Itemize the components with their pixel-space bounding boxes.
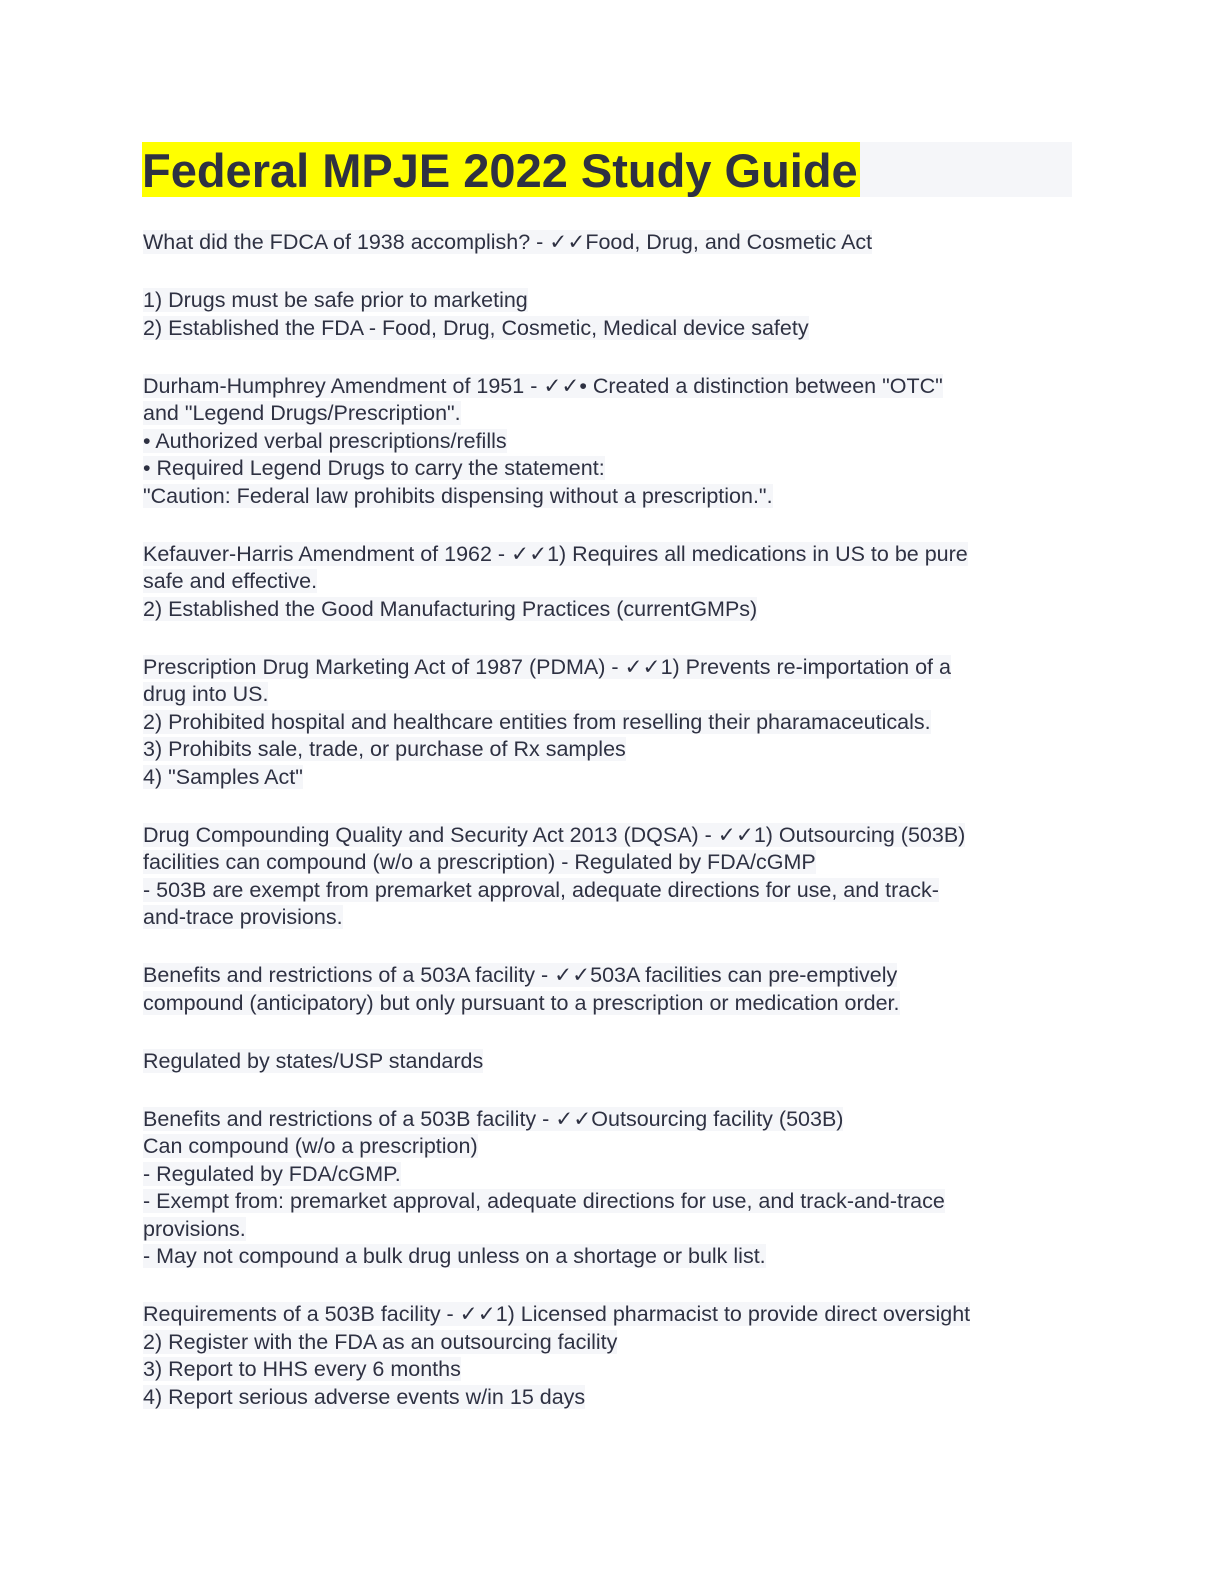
text-line [143,736,1073,764]
text-line-content: Benefits and restrictions of a 503B facility - ✓✓Outsourcing facility (503B) [143,1106,844,1131]
text-line-content: compound (anticipatory) but only pursuant to a prescription or medication order. [143,990,900,1015]
text-line [143,400,1073,428]
text-line-content: 4) Report serious adverse events w/in 15 days [143,1384,586,1409]
study-item [143,654,1073,792]
text-line [143,373,1073,401]
text-line-content: What did the FDCA of 1938 accomplish? - ✓✓Food, Drug, and Cosmetic Act [143,230,873,254]
text-line [143,1216,1073,1244]
text-line [143,1243,1073,1271]
text-line-content: drug into US. [143,682,269,706]
text-line-content: • Required Legend Drugs to carry the statement: [143,456,605,480]
text-line [143,1384,1073,1412]
text-line [143,483,1073,511]
text-line [143,287,1073,315]
text-line [143,764,1073,792]
text-line-content: - Regulated by FDA/cGMP. [143,1161,401,1186]
text-line [143,1301,1073,1329]
text-line-content: facilities can compound (w/o a prescription) - Regulated by FDA/cGMP [143,850,816,874]
text-line-content: Regulated by states/USP standards [143,1048,484,1073]
text-line [143,596,1073,624]
study-item [143,822,1073,932]
text-line [143,541,1073,569]
text-line [143,962,1073,990]
text-line [143,822,1073,850]
text-line [143,1356,1073,1384]
text-line [143,654,1073,682]
text-line [143,904,1073,932]
text-line-content: • Authorized verbal prescriptions/refills [143,428,507,453]
text-line [143,455,1073,483]
text-line [143,877,1073,905]
text-line-content: and "Legend Drugs/Prescription". [143,401,461,425]
text-line-content: 3) Prohibits sale, trade, or purchase of Rx samples [143,737,626,761]
text-line-content: 2) Prohibited hospital and healthcare entities from reselling their pharamaceuticals. [143,709,931,734]
document-body [143,229,1073,1442]
text-line-content: 3) Report to HHS every 6 months [143,1357,461,1381]
text-line-content: Drug Compounding Quality and Security Act 2013 (DQSA) - ✓✓1) Outsourcing (503B) [143,822,966,847]
text-line-content: safe and effective. [143,569,318,593]
text-line-content: Prescription Drug Marketing Act of 1987 (PDMA) - ✓✓1) Prevents re-importation of a [143,654,951,679]
text-line [143,1106,1073,1134]
study-item [143,1048,1073,1076]
study-item [143,1301,1073,1411]
text-line [143,1133,1073,1161]
page-title: Federal MPJE 2022 Study Guide [142,144,858,197]
text-line-content: 2) Established the FDA - Food, Drug, Cosmetic, Medical device safety [143,315,809,340]
text-line [143,990,1073,1018]
text-line-content: Benefits and restrictions of a 503A facility - ✓✓503A facilities can pre-emptively [143,963,898,987]
text-line-content: - May not compound a bulk drug unless on a shortage or bulk list. [143,1244,766,1268]
study-item [143,373,1073,511]
text-line-content: and-trace provisions. [143,905,343,929]
text-line [143,315,1073,343]
text-line [143,849,1073,877]
text-line [143,229,1073,257]
study-item [143,229,1073,257]
text-line-content: Can compound (w/o a prescription) [143,1134,478,1158]
text-line-content: Durham-Humphrey Amendment of 1951 - ✓✓• Created a distinction between "OTC" [143,373,943,398]
text-line [143,428,1073,456]
text-line [143,1161,1073,1189]
text-line-content: Requirements of a 503B facility - ✓✓1) Licensed pharmacist to provide direct oversight [143,1302,971,1326]
text-line-content: Kefauver-Harris Amendment of 1962 - ✓✓1) Requires all medications in US to be pure [143,541,968,566]
text-line-content: 2) Register with the FDA as an outsourcing facility [143,1329,618,1354]
study-item [143,962,1073,1017]
text-line [143,1329,1073,1357]
text-line-content: - 503B are exempt from premarket approval, adequate directions for use, and track- [143,877,939,902]
text-line-content: 4) "Samples Act" [143,764,303,789]
text-line-content: 2) Established the Good Manufacturing Practices (currentGMPs) [143,596,758,621]
text-line-content: "Caution: Federal law prohibits dispensing without a prescription.". [143,483,773,508]
text-line [143,568,1073,596]
text-line [143,681,1073,709]
text-line-content: 1) Drugs must be safe prior to marketing [143,288,528,312]
text-line-content: provisions. [143,1216,246,1241]
text-line [143,1188,1073,1216]
study-item [143,1106,1073,1271]
text-line [143,1048,1073,1076]
study-item [143,287,1073,342]
text-line-content: - Exempt from: premarket approval, adequate directions for use, and track-and-trace [143,1189,945,1213]
text-line [143,709,1073,737]
study-item [143,541,1073,624]
